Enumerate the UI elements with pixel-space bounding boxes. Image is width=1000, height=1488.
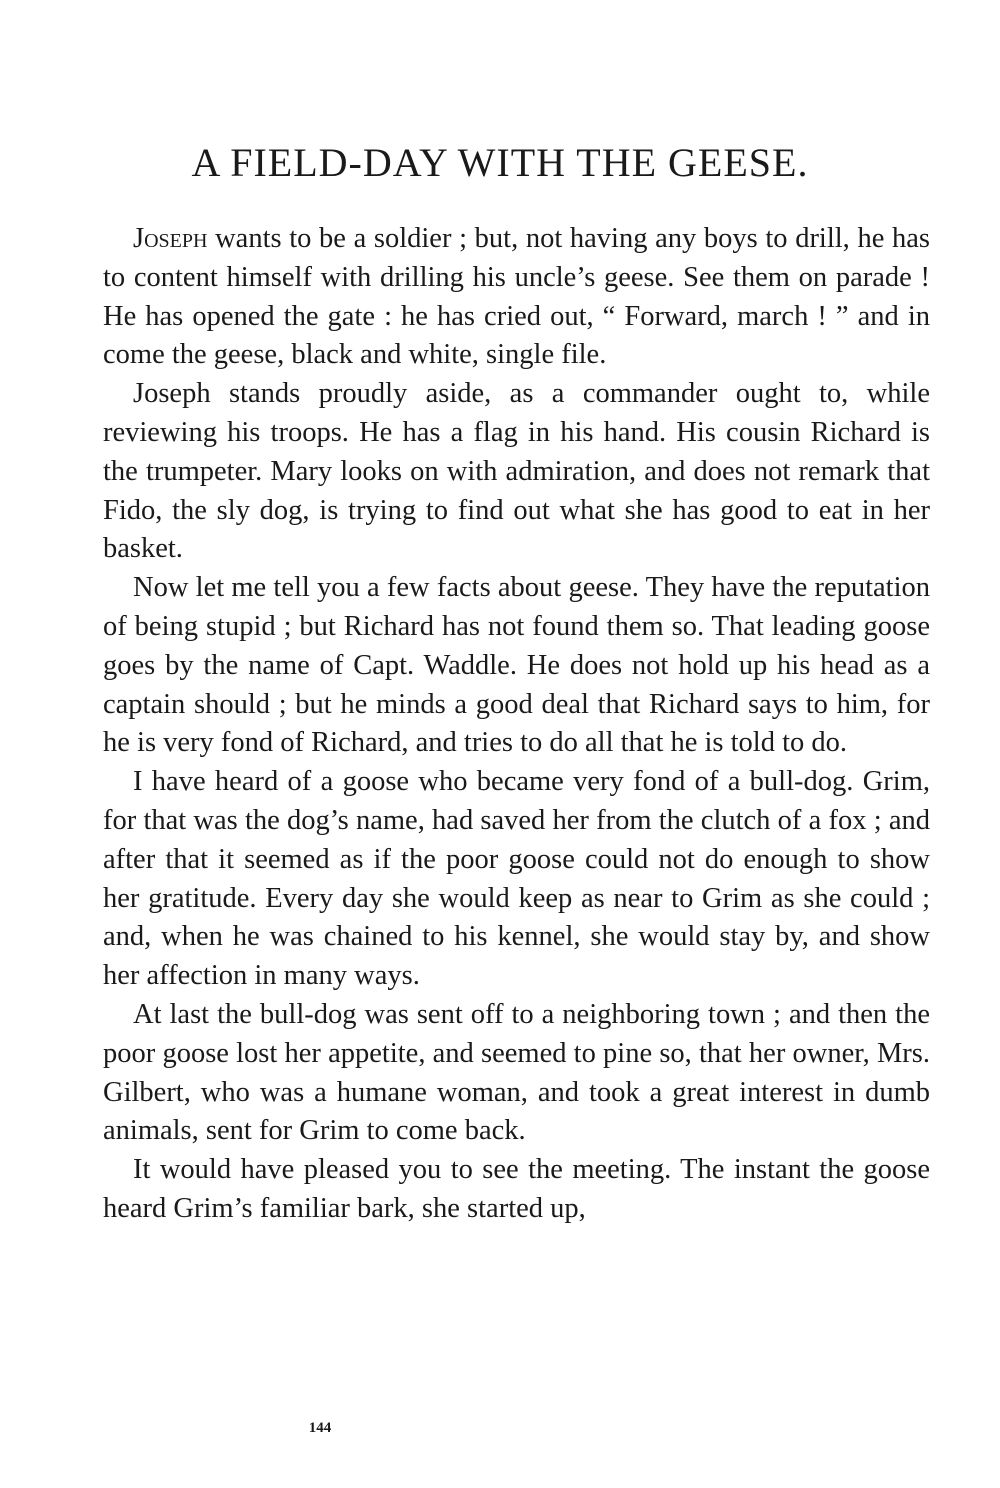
paragraph-6: [103, 1151, 930, 1229]
page-number: 144: [308, 1420, 332, 1436]
paragraph-5: [103, 996, 930, 1151]
paragraph-text: Joseph stands proudly aside, as a commander ought to, while reviewing his troops. He has a flag in his hand. His cousin Richard is the trumpeter. Mary looks on with admiration, and does not remark that Fido, the sly dog, is trying to find out what she has good to eat in her basket.: [103, 378, 930, 565]
paragraph-text: Now let me tell you a few facts about geese. They have the reputation of being stupid ; but Richard has not found them so. That leading goose goes by the name of Capt. Waddle. He does not hold up his head as a captain should ; but he minds a good deal that Richard says to him, for he is very fond of Richard, and tries to do all that he is told to do.: [103, 572, 930, 759]
paragraph-1: [103, 220, 930, 375]
paragraph-text: I have heard of a goose who became very fond of a bull-dog. Grim, for that was the dog’s name, had saved her from the clutch of a fox ; and after that it seemed as if the poor goose could not do enough to show her gratitude. Every day she would keep as near to Grim as she could ; and, when he was chained to his kennel, she would stay by, and show her affection in many ways.: [103, 766, 930, 992]
paragraph-2: [103, 375, 930, 569]
body-text: [103, 220, 930, 1229]
paragraph-lead: Joseph: [133, 223, 208, 254]
paragraph-text: It would have pleased you to see the meeting. The instant the goose heard Grim’s familiar bark, she started up,: [103, 1154, 930, 1224]
paragraph-text: At last the bull-dog was sent off to a neighboring town ; and then the poor goose lost her appetite, and seemed to pine so, that her owner, Mrs. Gilbert, who was a humane woman, and took a great interest in dumb animals, sent for Grim to come back.: [103, 998, 930, 1147]
chapter-title: A FIELD-DAY WITH THE GEESE.: [191, 140, 809, 185]
paragraph-3: [103, 569, 930, 763]
paragraph-text: wants to be a soldier ; but, not having any boys to drill, he has to content himself with drilling his uncle’s geese. See them on parade ! He has opened the gate : he has cried out, “ Forward, march ! ” and in come the geese, black and white, single file.: [103, 223, 930, 371]
paragraph-4: [103, 763, 930, 996]
